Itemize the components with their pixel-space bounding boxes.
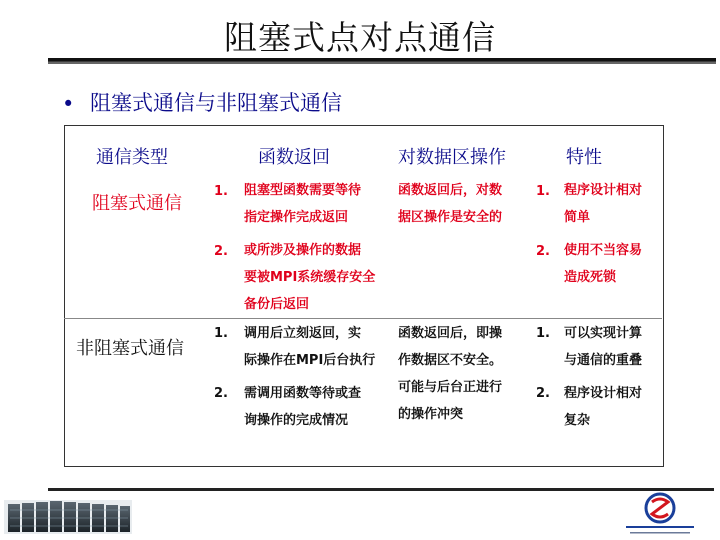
nonblocking-feature-num-1: 1.: [536, 326, 550, 341]
blocking-feature-num-1: 1.: [536, 184, 550, 199]
nonblocking-return-2-line-1: 需调用函数等待或查: [244, 386, 362, 401]
nonblocking-data-op-line-2: 作数据区不安全。: [398, 353, 503, 368]
bullet-subtitle: 阻塞式通信与非阻塞式通信: [90, 91, 342, 115]
row-nonblocking-type: 非阻塞式通信: [76, 338, 184, 359]
nonblocking-feature-item-1: [564, 320, 642, 374]
row-blocking-type: 阻塞式通信: [92, 193, 182, 214]
nonblocking-return-num-1: 1.: [214, 326, 228, 341]
slide-title: 阻塞式点对点通信: [224, 18, 496, 57]
header-function-return: 函数返回: [258, 147, 330, 168]
header-features: 特性: [566, 147, 602, 168]
blocking-feature-2-line-1: 使用不当容易: [564, 243, 643, 258]
nonblocking-return-1-line-1: 调用后立刻返回，实: [244, 326, 362, 341]
blocking-return-num-1: 1.: [214, 184, 228, 199]
blocking-feature-2-line-2: 造成死锁: [564, 270, 617, 285]
nonblocking-return-item-2: [244, 380, 361, 434]
nonblocking-feature-1-line-1: 可以实现计算: [564, 326, 643, 341]
nonblocking-data-op-line-4: 的操作冲突: [398, 407, 464, 422]
header-comm-type: 通信类型: [96, 147, 168, 168]
organization-logo: [600, 488, 720, 540]
title-divider: [48, 58, 716, 64]
nonblocking-feature-item-2: [564, 380, 642, 434]
blocking-feature-1-line-2: 简单: [564, 210, 591, 225]
nonblocking-feature-2-line-1: 程序设计相对: [564, 386, 643, 401]
nonblocking-data-op: [398, 320, 502, 428]
blocking-data-op-line-1: 函数返回后，对数: [398, 183, 503, 198]
nonblocking-return-item-1: [244, 320, 375, 374]
nonblocking-return-2-line-2: 询操作的完成情况: [244, 413, 349, 428]
nonblocking-feature-2-line-2: 复杂: [564, 413, 591, 428]
blocking-return-num-2: 2.: [214, 244, 228, 259]
nonblocking-feature-1-line-2: 与通信的重叠: [564, 353, 643, 368]
blocking-return-item-2: [244, 237, 375, 318]
blocking-return-2-line-1: 或所涉及操作的数据: [244, 243, 362, 258]
nonblocking-data-op-line-3: 可能与后台正进行: [398, 380, 503, 395]
blocking-feature-1-line-1: 程序设计相对: [564, 183, 643, 198]
blocking-feature-num-2: 2.: [536, 244, 550, 259]
blocking-return-1-line-2: 指定操作完成返回: [244, 210, 349, 225]
blocking-return-item-1: [244, 177, 361, 231]
server-cluster-image: [4, 494, 132, 534]
blocking-data-op-line-2: 据区操作是安全的: [398, 210, 503, 225]
header-data-operation: 对数据区操作: [398, 147, 506, 168]
nonblocking-return-1-line-2: 际操作在MPI后台执行: [244, 353, 376, 368]
blocking-feature-item-2: [564, 237, 642, 291]
blocking-return-2-line-3: 备份后返回: [244, 297, 310, 312]
row-divider: [64, 318, 662, 319]
nonblocking-data-op-line-1: 函数返回后，即操: [398, 326, 503, 341]
blocking-data-op: [398, 177, 502, 231]
blocking-feature-item-1: [564, 177, 642, 231]
blocking-return-2-line-2: 要被MPI系统缓存安全: [244, 270, 376, 285]
nonblocking-return-num-2: 2.: [214, 386, 228, 401]
nonblocking-feature-num-2: 2.: [536, 386, 550, 401]
blocking-return-1-line-1: 阻塞型函数需要等待: [244, 183, 362, 198]
bullet-marker: •: [62, 92, 75, 116]
